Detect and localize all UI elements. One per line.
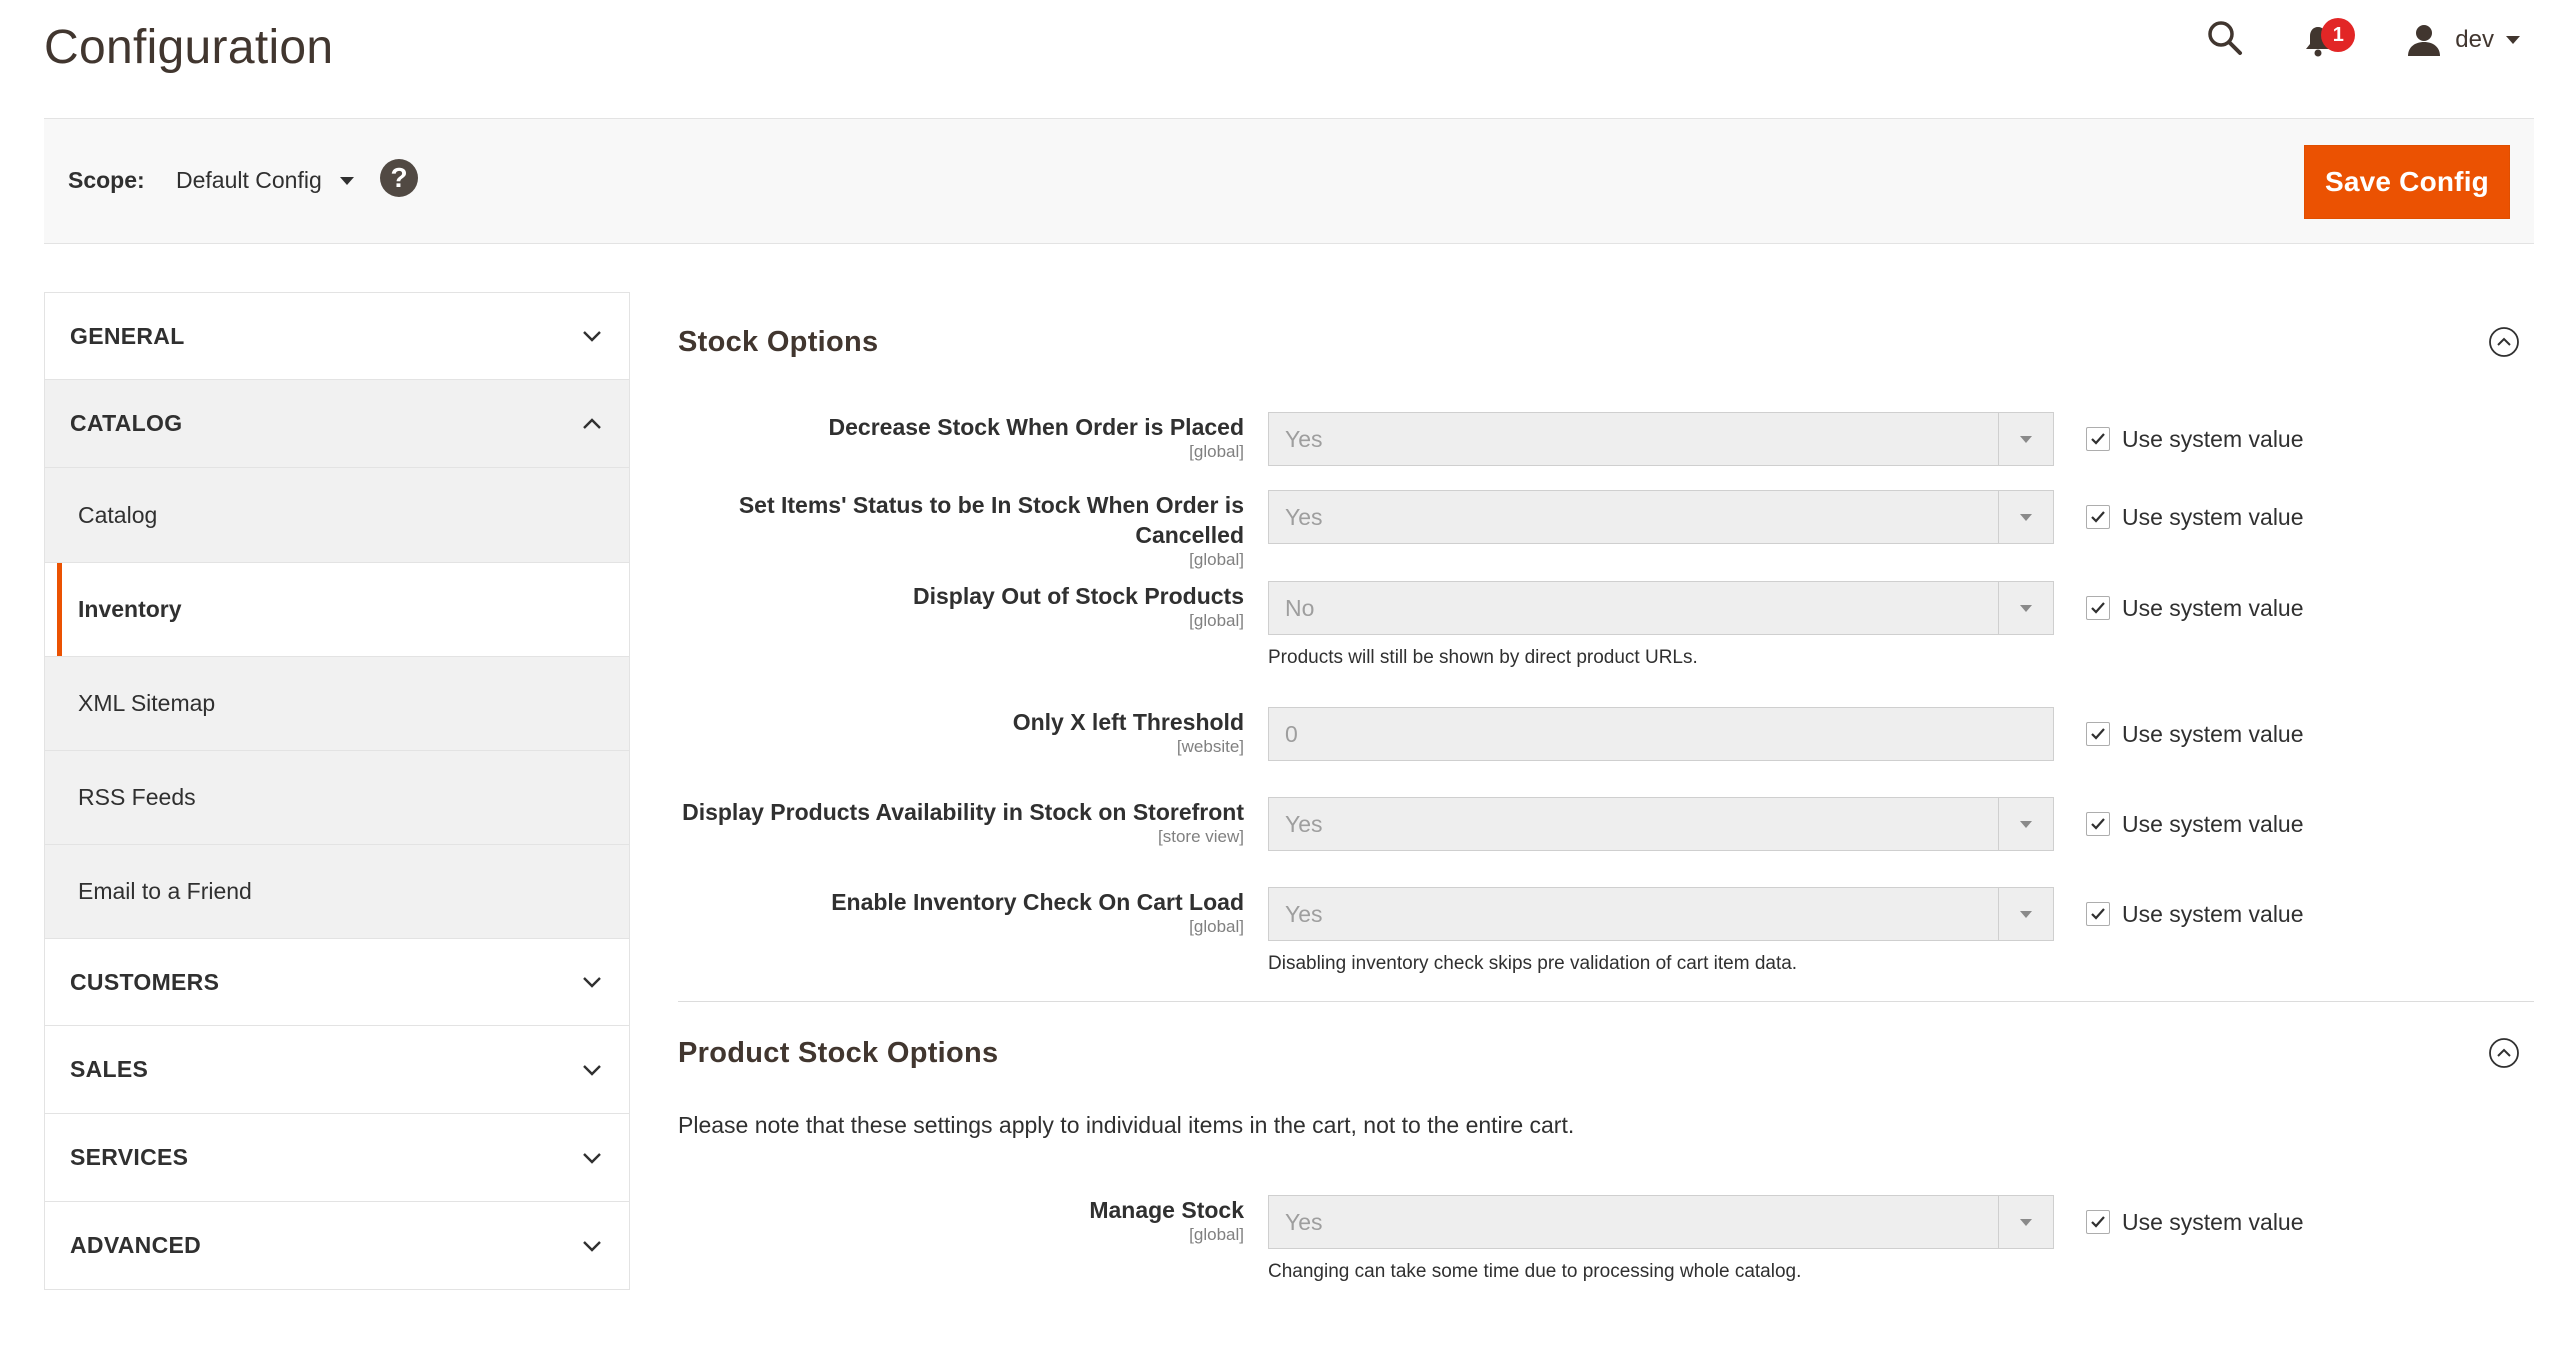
use-system-value-checkbox[interactable]	[2086, 581, 2304, 635]
stock-options-title: Stock Options	[678, 325, 879, 358]
checkbox-checked-icon	[2086, 427, 2110, 451]
sidebar-section-label: GENERAL	[70, 322, 185, 349]
chevron-down-icon	[581, 325, 603, 347]
use-system-value-label: Use system value	[2122, 503, 2304, 530]
select-value: No	[1285, 594, 1315, 621]
use-system-value-checkbox[interactable]	[2086, 412, 2304, 466]
scope-bar	[44, 118, 2534, 244]
sidebar-section-label: ADVANCED	[70, 1232, 202, 1258]
field-control	[1268, 581, 2054, 669]
use-system-value-checkbox[interactable]	[2086, 797, 2304, 851]
field-note: Products will still be shown by direct product URLs.	[1268, 647, 1698, 668]
field-control	[1268, 412, 2054, 466]
header-actions	[2205, 18, 2520, 62]
select-value: Yes	[1285, 810, 1323, 837]
field-label-block	[678, 490, 1268, 569]
field-row-decrease-stock	[678, 412, 2534, 466]
field-row-set-items-status	[678, 490, 2534, 569]
select-value: Yes	[1285, 503, 1323, 530]
field-label: Decrease Stock When Order is Placed	[828, 414, 1244, 440]
sidebar-section-sales[interactable]	[44, 1026, 630, 1114]
sidebar-section-general[interactable]	[44, 292, 630, 380]
field-scope: [global]	[1189, 917, 1244, 936]
save-config-button[interactable]: Save Config	[2304, 145, 2510, 219]
user-menu[interactable]	[2407, 23, 2520, 57]
in-stock-when-cancelled-select[interactable]	[1268, 490, 2054, 544]
field-row-manage-stock	[678, 1195, 2534, 1283]
sidebar-section-label: SERVICES	[70, 1144, 189, 1170]
sidebar-catalog-items	[44, 468, 630, 938]
user-name: dev	[2455, 26, 2494, 53]
field-control	[1268, 797, 2054, 851]
use-system-value-label: Use system value	[2122, 594, 2304, 621]
use-system-value-label: Use system value	[2122, 1208, 2304, 1235]
page-title: Configuration	[44, 21, 334, 74]
collapse-icon[interactable]	[2488, 1037, 2520, 1069]
use-system-value-checkbox[interactable]	[2086, 490, 2304, 544]
chevron-down-icon	[2506, 36, 2520, 44]
display-availability-select[interactable]	[1268, 797, 2054, 851]
field-scope: [global]	[1189, 550, 1244, 569]
field-scope: [store view]	[1158, 827, 1244, 846]
scope-label: Scope:	[68, 167, 145, 193]
use-system-value-label: Use system value	[2122, 425, 2304, 452]
field-label: Only X left Threshold	[1012, 709, 1244, 735]
field-scope: [website]	[1176, 737, 1244, 756]
sidebar-item-rss-feeds[interactable]: RSS Feeds	[45, 750, 629, 844]
chevron-down-icon	[581, 1059, 603, 1081]
chevron-down-icon	[581, 971, 603, 993]
field-note: Disabling inventory check skips pre validation of cart item data.	[1268, 953, 1798, 974]
select-arrow-icon	[1998, 1196, 2053, 1248]
only-x-left-threshold-input[interactable]: 0	[1268, 707, 2054, 761]
sidebar-section-advanced[interactable]	[44, 1202, 630, 1290]
sidebar-section-label: CUSTOMERS	[70, 968, 220, 995]
checkbox-checked-icon	[2086, 722, 2110, 746]
product-stock-options-title: Product Stock Options	[678, 1036, 999, 1069]
sidebar-section-customers[interactable]	[44, 938, 630, 1026]
field-label-line2: Cancelled	[1135, 522, 1244, 548]
field-label-block	[678, 707, 1268, 761]
select-value: Yes	[1285, 425, 1323, 452]
use-system-value-label: Use system value	[2122, 720, 2304, 747]
field-control	[1268, 887, 2054, 975]
search-icon[interactable]	[2205, 18, 2249, 62]
checkbox-checked-icon	[2086, 1210, 2110, 1234]
chevron-down-icon	[340, 177, 354, 185]
chevron-down-icon	[581, 1235, 603, 1257]
user-avatar-icon	[2407, 23, 2441, 57]
manage-stock-select[interactable]	[1268, 1195, 2054, 1249]
field-scope: [global]	[1189, 611, 1244, 630]
inventory-check-cart-load-select[interactable]	[1268, 887, 2054, 941]
field-control	[1268, 490, 2054, 569]
sidebar-item-email-to-a-friend[interactable]: Email to a Friend	[45, 844, 629, 938]
select-arrow-icon	[1998, 888, 2053, 940]
use-system-value-checkbox[interactable]	[2086, 707, 2304, 761]
sidebar-item-inventory[interactable]: Inventory	[45, 562, 629, 656]
select-arrow-icon	[1998, 413, 2053, 465]
sidebar-section-label: SALES	[70, 1056, 149, 1082]
checkbox-checked-icon	[2086, 505, 2110, 529]
field-label-block	[678, 1195, 1268, 1283]
use-system-value-checkbox[interactable]	[2086, 1195, 2304, 1249]
product-stock-options-header[interactable]	[678, 1002, 2534, 1104]
field-label: Display Products Availability in Stock on Storefront	[682, 799, 1244, 825]
checkbox-checked-icon	[2086, 812, 2110, 836]
chevron-down-icon	[581, 1147, 603, 1169]
select-arrow-icon	[1998, 582, 2053, 634]
notification-count-badge: 1	[2321, 18, 2355, 52]
product-stock-options-comment: Please note that these settings apply to individual items in the cart, not to the entire cart.	[678, 1112, 1575, 1138]
select-value: Yes	[1285, 900, 1323, 927]
scope-value: Default Config	[176, 167, 322, 193]
sidebar-item-xml-sitemap[interactable]: XML Sitemap	[45, 656, 629, 750]
decrease-stock-select[interactable]	[1268, 412, 2054, 466]
scope-switcher[interactable]	[176, 167, 354, 194]
display-out-of-stock-select[interactable]	[1268, 581, 2054, 635]
use-system-value-label: Use system value	[2122, 900, 2304, 927]
field-row-display-availability	[678, 797, 2534, 851]
field-scope: [global]	[1189, 1225, 1244, 1244]
field-row-only-x-left	[678, 707, 2534, 761]
sidebar-section-label: CATALOG	[70, 410, 183, 436]
field-label: Set Items' Status to be In Stock When Order is	[738, 492, 1244, 518]
collapse-icon[interactable]	[2488, 326, 2520, 358]
checkbox-checked-icon	[2086, 596, 2110, 620]
help-icon[interactable]: ?	[380, 159, 418, 197]
checkbox-checked-icon	[2086, 902, 2110, 926]
chevron-up-icon	[581, 413, 603, 435]
field-row-display-out-of-stock	[678, 581, 2534, 669]
field-row-inventory-check-cart-load	[678, 887, 2534, 975]
config-sidebar	[44, 292, 630, 1290]
config-main	[678, 292, 2534, 1283]
sidebar-section-services[interactable]	[44, 1114, 630, 1202]
field-label: Display Out of Stock Products	[913, 583, 1244, 609]
page-header	[0, 0, 2560, 118]
field-label-block	[678, 887, 1268, 975]
notifications-bell-icon[interactable]	[2299, 18, 2349, 62]
select-value: Yes	[1285, 1208, 1323, 1235]
stock-options-header[interactable]	[678, 292, 2534, 392]
field-label-block	[678, 412, 1268, 466]
field-label: Enable Inventory Check On Cart Load	[831, 889, 1244, 915]
use-system-value-label: Use system value	[2122, 810, 2304, 837]
field-control	[1268, 1195, 2054, 1283]
field-scope: [global]	[1189, 442, 1244, 461]
field-control	[1268, 707, 2054, 761]
use-system-value-checkbox[interactable]	[2086, 887, 2304, 941]
field-label-block	[678, 581, 1268, 669]
field-label: Manage Stock	[1089, 1197, 1244, 1223]
sidebar-section-catalog[interactable]	[44, 380, 630, 468]
field-label-block	[678, 797, 1268, 851]
sidebar-item-catalog[interactable]: Catalog	[78, 501, 158, 528]
select-arrow-icon	[1998, 491, 2053, 543]
field-note: Changing can take some time due to processing whole catalog.	[1268, 1261, 1802, 1282]
select-arrow-icon	[1998, 798, 2053, 850]
